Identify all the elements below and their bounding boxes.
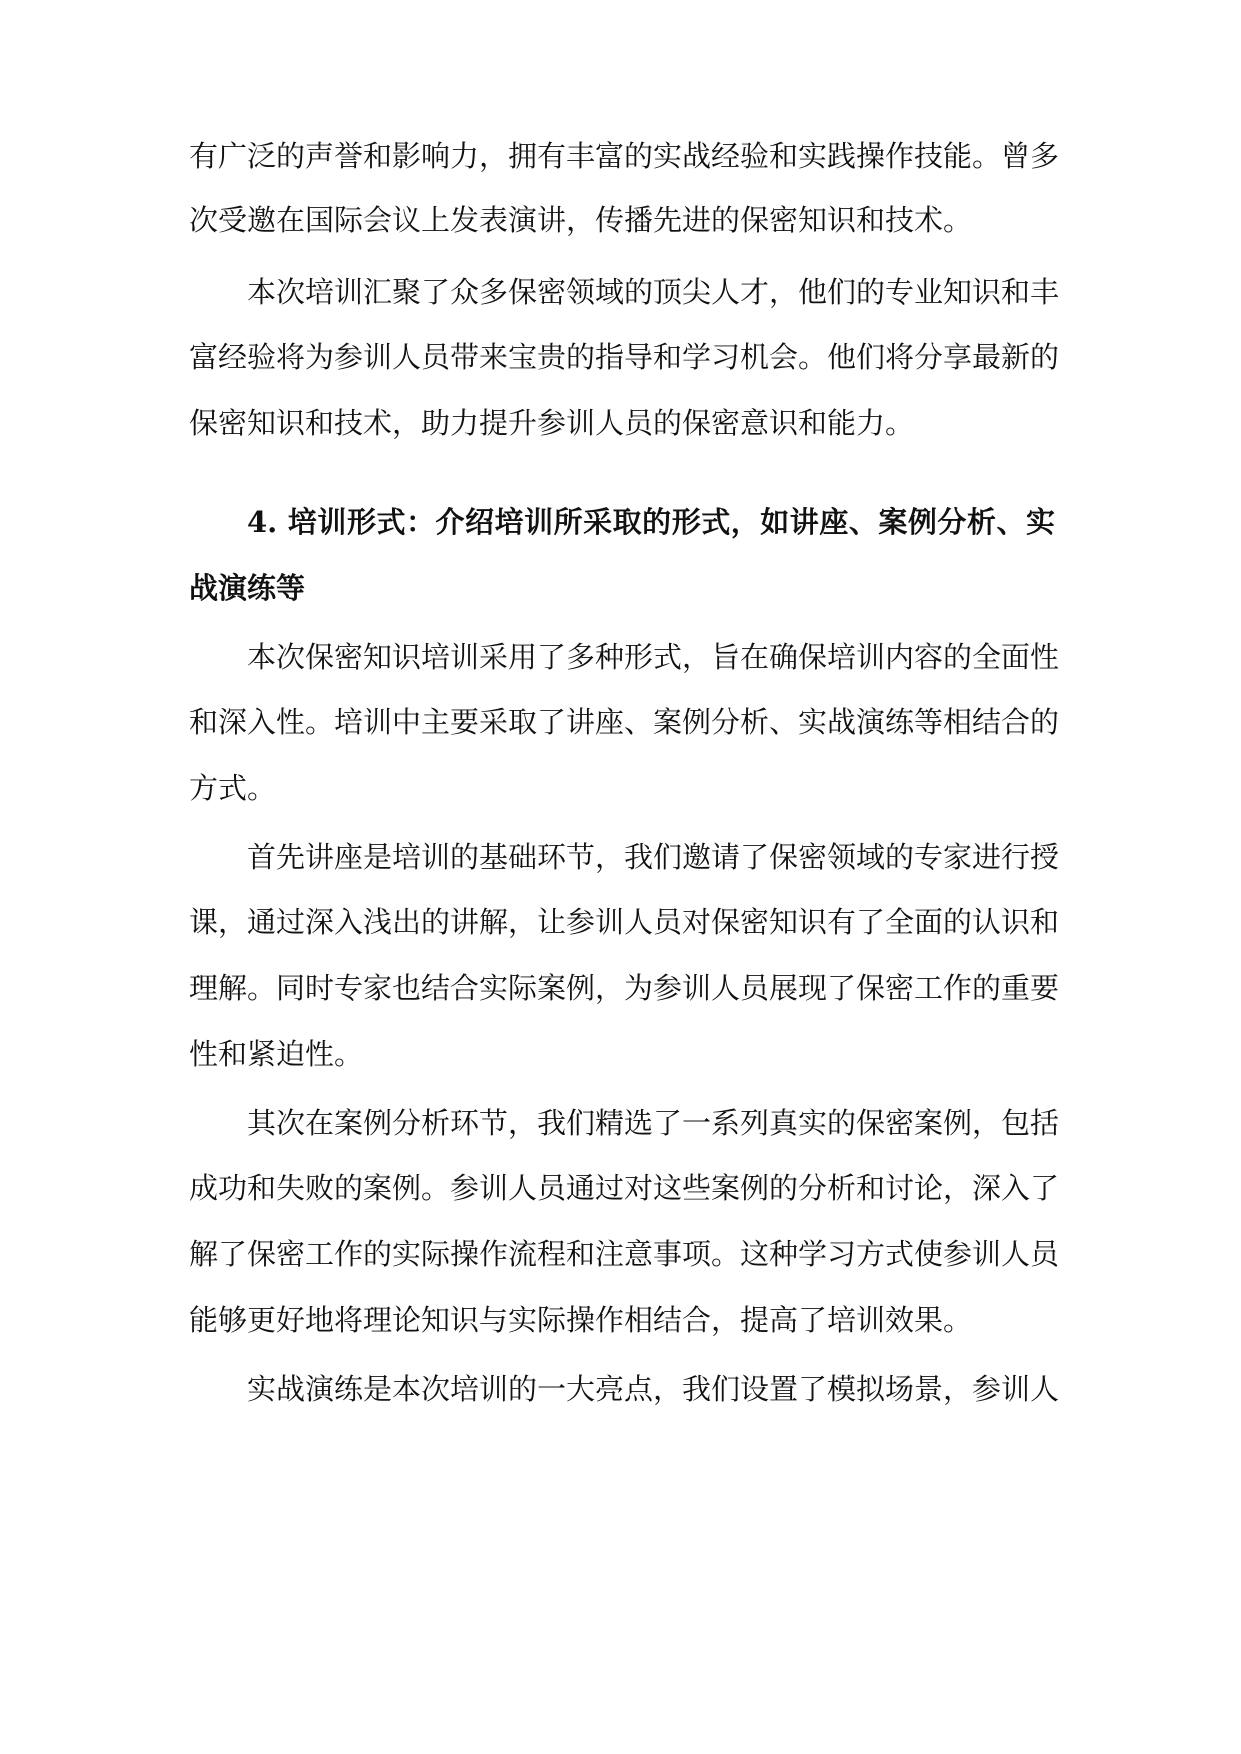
paragraph-line: 实战演练是本次培训的一大亮点，我们设置了模拟场景，参训人 <box>247 1372 1060 1406</box>
paragraph-line: 富经验将为参训人员带来宝贵的指导和学习机会。他们将分享最新的 <box>189 340 1060 374</box>
section-heading: 战演练等 <box>189 571 306 605</box>
paragraph-line: 本次培训汇聚了众多保密领域的顶尖人才，他们的专业知识和丰 <box>247 275 1060 309</box>
paragraph-line: 本次保密知识培训采用了多种形式，旨在确保培训内容的全面性 <box>247 640 1060 674</box>
paragraph-line: 成功和失败的案例。参训人员通过对这些案例的分析和讨论，深入了 <box>189 1171 1060 1205</box>
paragraph-line: 方式。 <box>189 771 277 805</box>
paragraph-line: 首先讲座是培训的基础环节，我们邀请了保密领域的专家进行授 <box>247 840 1060 874</box>
paragraph-line: 性和紧迫性。 <box>189 1037 364 1071</box>
paragraph-line: 保密知识和技术，助力提升参训人员的保密意识和能力。 <box>189 406 915 440</box>
section-heading: 4. 培训形式：介绍培训所采取的形式，如讲座、案例分析、实 <box>247 505 1055 539</box>
paragraph-line: 和深入性。培训中主要采取了讲座、案例分析、实战演练等相结合的 <box>189 705 1060 739</box>
paragraph-line: 其次在案例分析环节，我们精选了一系列真实的保密案例，包括 <box>247 1106 1060 1140</box>
paragraph-line: 能够更好地将理论知识与实际操作相结合，提高了培训效果。 <box>189 1303 973 1337</box>
paragraph-line: 理解。同时专家也结合实际案例，为参训人员展现了保密工作的重要 <box>189 971 1060 1005</box>
paragraph-line: 课，通过深入浅出的讲解，让参训人员对保密知识有了全面的认识和 <box>189 905 1060 939</box>
paragraph-line: 解了保密工作的实际操作流程和注意事项。这种学习方式使参训人员 <box>189 1237 1060 1271</box>
paragraph-line: 次受邀在国际会议上发表演讲，传播先进的保密知识和技术。 <box>189 203 973 237</box>
paragraph-line: 有广泛的声誉和影响力，拥有丰富的实战经验和实践操作技能。曾多 <box>189 139 1060 173</box>
